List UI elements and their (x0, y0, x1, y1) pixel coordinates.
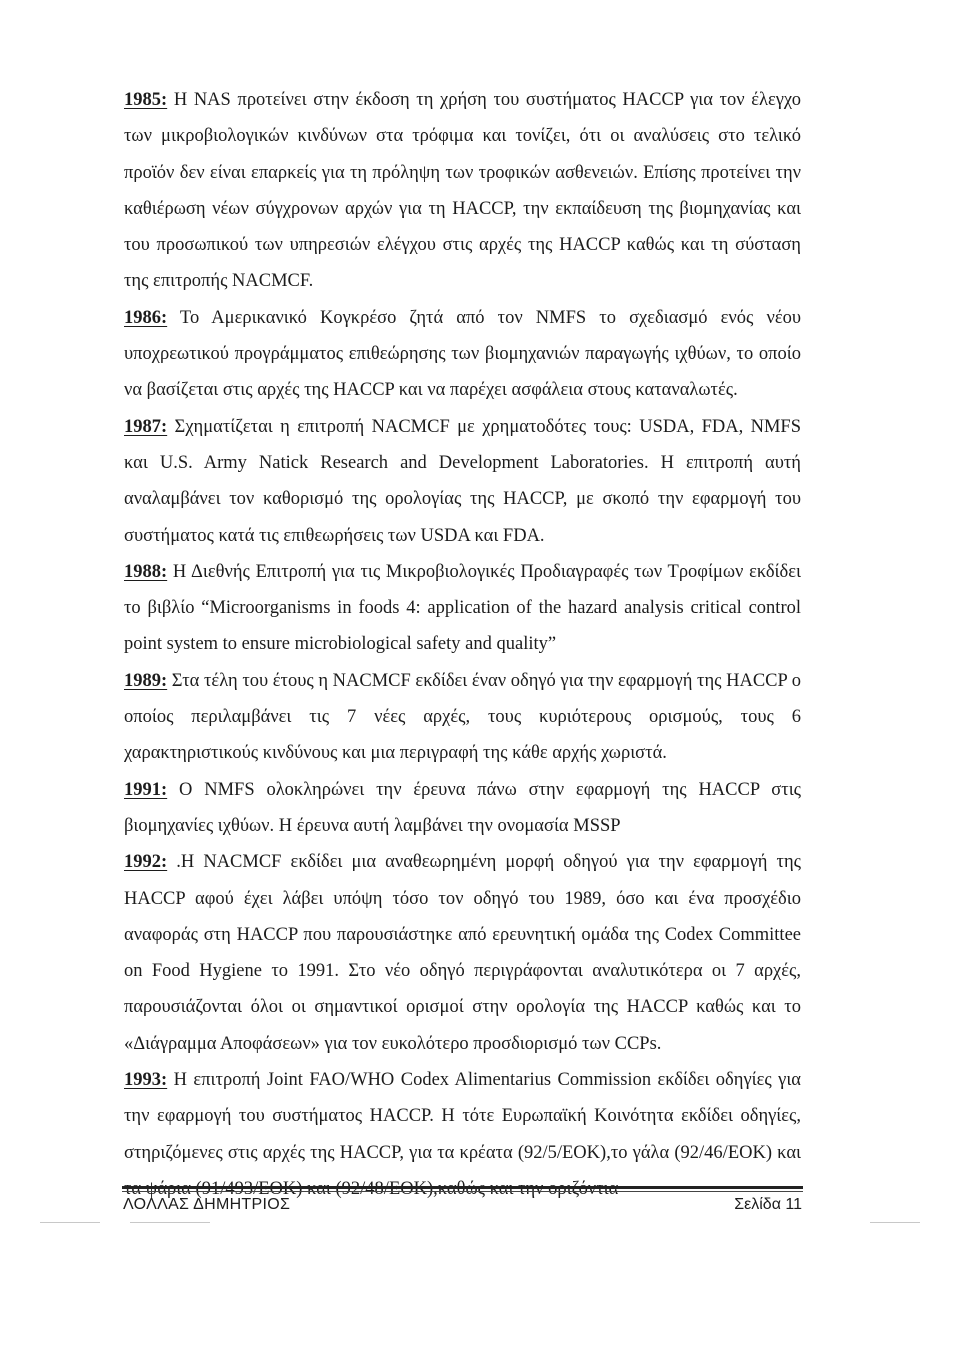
entry-year: 1989: (124, 670, 168, 691)
entry-year: 1986: (124, 307, 168, 328)
timeline-entry-1989 (124, 663, 801, 772)
timeline-entry-1987 (124, 409, 801, 554)
entry-text: Το Αμερικανικό Κογκρέσο ζητά από τον NMFS το σχεδιασμό ενός νέου υποχρεωτικού προγράμματος επιθεώρησης των βιομηχανιών παραγωγής ιχθύων, το οποίο να βασίζεται στις αρχές της HACCP και να παρέχει ασφάλεια στους καταναλωτές. (124, 307, 801, 401)
timeline-entry-1985 (124, 82, 801, 300)
footer-divider-thin (122, 1191, 803, 1192)
scan-artifact-line (870, 1222, 920, 1223)
entry-year: 1993: (124, 1070, 168, 1091)
timeline-entry-1986 (124, 300, 801, 409)
entry-text: Η επιτροπή Joint FAO/WHO Codex Alimentarius Commission εκδίδει οδηγίες για την εφαρμογή του συστήματος HACCP. Η τότε Ευρωπαϊκή Κοινότητα εκδίδει οδηγίες, στηριζόμενες στις αρχές της HACCP, για τα κρέατα (92/5/ΕΟΚ),το γάλα (92/46/ΕΟΚ) και (124, 1070, 801, 1163)
entry-text: .Η NACMCF εκδίδει μια αναθεωρημένη μορφή οδηγού για την εφαρμογή της HACCP αφού έχει λάβει υπόψη τόσο τον οδηγό του 1989, όσο και ένα προσχέδιο αναφοράς στη HACCP που παρουσιάστηκε από ερευνητική ομάδα της Codex Committee on Food Hygiene το 1991. Στο νέο οδηγό περιγράφονται αναλυτικότερα οι 7 αρχές, παρουσιάζονται όλοι οι σημαντικοί ορισμοί στην ορολογία της HACCP καθώς και το «Διάγραμμα Αποφάσεων» για τον ευκολότερο προσδιορισμό των CCPs. (124, 852, 801, 1054)
entry-text: Στα τέλη του έτους η NACMCF εκδίδει έναν οδηγό για την εφαρμογή της HACCP ο οποίος περιλαμβάνει τις 7 νέες αρχές, τους κυριότερους ορισμούς, τους 6 χαρακτηριστικούς κινδύνους και μια περιγραφή της κάθε αρχής χωριστά. (124, 670, 801, 764)
scan-artifact-line (40, 1222, 100, 1223)
entry-text: Η NAS προτείνει στην έκδοση τη χρήση του συστήματος HACCP για τον έλεγχο των μικροβιολογικών κινδύνων στα τρόφιμα και τονίζει, ότι οι αναλύσεις στο τελικό προϊόν δεν είναι επαρκείς για τη πρόληψη των τροφικών ασθενειών. Επίσης προτείνει την καθιέρωση νέων σύγχρονων αρχών για τη HACCP, την εκπαίδευση της βιομηχανίας και του προσωπικού των υπηρεσιών ελέγχου στις αρχές της HACCP καθώς και τη σύσταση της επιτροπής NACMCF. (124, 90, 801, 292)
timeline-entry-1991 (124, 772, 801, 845)
scan-artifact-line (130, 1222, 210, 1223)
entry-year: 1988: (124, 561, 168, 582)
entry-year: 1985: (124, 90, 168, 110)
entry-text: Σχηματίζεται η επιτροπή NACMCF με χρηματοδότες τους: USDA, FDA, NMFS και U.S. Army Natick Research and Development Laboratories. Η επιτροπή αυτή αναλαμβάνει τον καθορισμό της ορολογίας της HACCP, με σκοπό την εφαρμογή του συστήματος κατά τις επιθεωρήσεις των USDA και FDA. (124, 416, 801, 546)
footer-author: ΛΟΛΛΑΣ ΔΗΜΗΤΡΙΟΣ (123, 1196, 291, 1213)
entry-year: 1987: (124, 416, 168, 437)
entry-text: Ο NMFS ολοκληρώνει την έρευνα πάνω στην εφαρμογή της HACCP στις βιομηχανίες ιχθύων. Η έρευνα αυτή λαμβάνει την ονομασία MSSP (124, 779, 801, 836)
footer-divider-thick (122, 1186, 803, 1189)
entry-year: 1991: (124, 779, 168, 800)
entry-text: Η Διεθνής Επιτροπή για τις Μικροβιολογικές Προδιαγραφές των Τροφίμων εκδίδει το βιβλίο “Microorganisms in foods 4: application of the hazard analysis critical control point system to ensure microbiological safety and quality” (124, 561, 801, 655)
entry-year: 1992: (124, 852, 168, 873)
timeline-entry-1992 (124, 844, 801, 1062)
timeline-entry-1988 (124, 554, 801, 663)
page-body (124, 82, 801, 1207)
footer-page-number: Σελίδα 11 (734, 1196, 802, 1213)
